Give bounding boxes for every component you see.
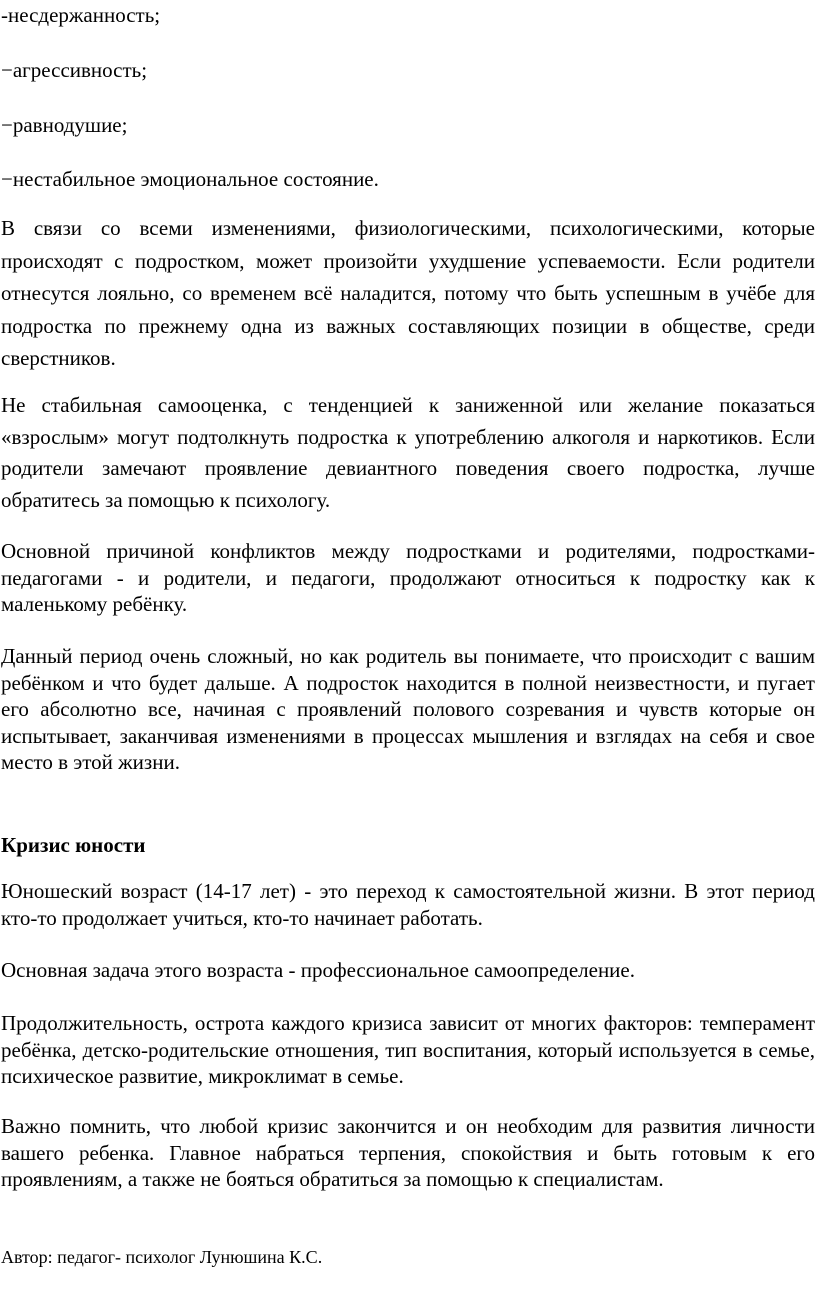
author-line: Автор: педагог- психолог Лунюшина К.С. [1,1247,323,1267]
list-item-1: -несдержанность; [1,3,161,27]
paragraph-2: Не стабильная самооценка, с тенденцией к заниженной или желание показаться «взрослым» могут подтолкнуть подростка к употреблению алкоголя и наркотиков. Если родители замечают проявление девиантного поведения своего подростка, лучше обратитесь за помощью к психологу. [1,393,815,512]
section-paragraph-4: Важно помнить, что любой кризис закончится и он необходим для развития личности вашего ребенка. Главное набраться терпения, спокойствия и быть готовым к его проявлениям, а также не бояться обратиться за помощью к специалистам. [1,1114,815,1191]
paragraph-4: Данный период очень сложный, но как родитель вы понимаете, что происходит с вашим ребёнком и что будет дальше. А подросток находится в полной неизвестности, и пугает его абсолютно все, начиная с проявлений полового созревания и чувств которые он испытывает, заканчивая изменениями в процессах мышления и взглядах на себя и свое место в этой жизни. [1,644,815,774]
paragraph-1: В связи со всеми изменениями, физиологическими, психологическими, которые происходят с подростком, может произойти ухудшение успеваемости. Если родители отнесутся лояльно, со временем всё наладится, потому что быть успешным в учёбе для подростка по прежнему одна из важных составляющих позиции в обществе, среди сверстников. [1,216,815,370]
section-heading: Кризис юности [1,833,146,857]
section-paragraph-2: Основная задача этого возраста - профессиональное самоопределение. [1,958,635,982]
list-item-4: −нестабильное эмоциональное состояние. [1,167,379,191]
section-paragraph-1: Юношеский возраст (14-17 лет) - это переход к самостоятельной жизни. В этот период кто-то продолжает учиться, кто-то начинает работать. [1,879,815,930]
paragraph-3: Основной причиной конфликтов между подростками и родителями, подростками-педагогами - и родители, и педагоги, продолжают относиться к подростку как к маленькому ребёнку. [1,539,815,616]
list-item-3: −равнодушие; [1,113,128,137]
section-paragraph-3: Продолжительность, острота каждого кризиса зависит от многих факторов: темперамент ребёнка, детско-родительские отношения, тип воспитания, который используется в семье, психическое развитие, микроклимат в семье. [1,1011,815,1088]
list-item-2: −агрессивность; [1,58,148,82]
